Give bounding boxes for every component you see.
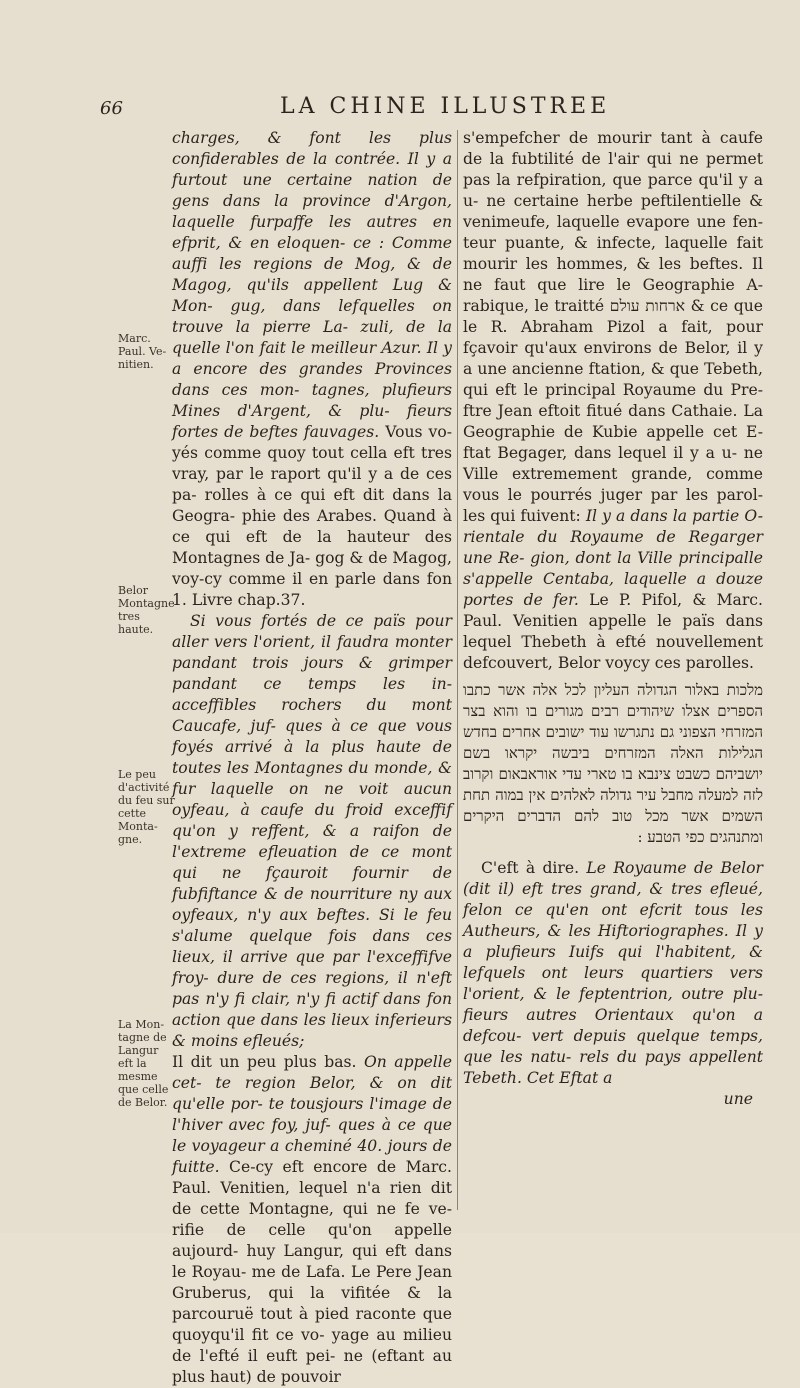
paragraph-text: Il dit un peu plus bas. [172, 1053, 357, 1071]
margin-note-marc-paul: Marc. Paul. Ve- nitien. [118, 332, 167, 371]
paragraph-text: Vous vo- yés comme quoy tout cella eft tres vray, par le raport qu'il y a de ces pa- rolles à ce qui eft dit dans la Geogra- phie des Arabes. Quand à ce qui eft de la hauteur des Montagnes de Ja- gog & de Magog, voy-cy comme il en parle dans fon 1. Livre chap.37. [172, 423, 453, 609]
paragraph-text: Le P. Pifol, & Marc. Paul. Venitien appelle le païs dans lequel Thebeth à efté nouvellement defcouvert, Belor voycy ces parolles. [463, 591, 763, 672]
paragraph-text: On appelle cet- te region Belor, & on dit qu'elle por- te tousjours l'image de l'hiver avec foy, juf- ques à ce que le voyageur a cheminé 40. jours de fuitte. [172, 1053, 452, 1176]
column-rule [457, 130, 458, 1210]
paragraph-text: C'eft à dire. [481, 859, 580, 877]
paragraph-text: s'empefcher de mourir tant à caufe de la fubtilité de l'air qui ne permet pas la refpiration, que parce qu'il y a u- ne certaine herbe peftilentielle & venimeufe, laquelle evapore une fen- teur puante, & infecte, laquelle fait mourir les hommes, & les beftes. Il ne faut que lire le Geographie A- rabique, le traitté ארחות עולם & ce que le R. Abraham Pizol a fait, pour fçavoir qu'aux environs de Belor, il y a une ancienne ftation, & que Tebeth, qui eft le principal Royaume du Pre- ftre Jean eftoit fitué dans Cathaie. La Geographie de Kubie appelle cet E- ftat Begager, dans lequel il y a u- ne Ville extremement grande, comme vous le pourrés juger par les parol- les qui fuivent: [463, 129, 763, 525]
catchword: une [723, 1090, 753, 1108]
left-column [172, 128, 452, 1388]
margin-note-langur: La Mon- tagne de Langur eft la mesme que celle de Belor. [118, 1018, 169, 1109]
margin-note-belor: Belor Montagne tres haute. [118, 584, 175, 636]
hebrew-quote: מלכות באלור הגדולה העליון לכל אלה אשר כתבו הספרים אצלו שיהודים רבים מגורים בו והוא בצר המזרחי הצפוני גם נתגרשו עוד ישובים אחרים בחדש הגלילות האלה המזרחים ביבשה יקראו בשם יושביהם כשבט צינבא בו טארי עדי אוראבאום וקרוב לזה למעלה מחבל עיר גדולה לאלהים אין במוה תחת השמים אשר מכל טוב להם הדברים היקרים ומתנהגים כפי הטבע : [463, 681, 763, 846]
page-header [100, 92, 800, 122]
margin-note-feu: Le peu d'activité du feu sur cette Monta- gne. [118, 768, 175, 846]
paragraph-text: Ce-cy eft encore de Marc. Paul. Venitien, lequel n'a rien dit de cette Montagne, qui ne fe ve- rifie de celle qu'on appelle aujourd- huy Langur, qui eft dans le Royau- me de Lafa. Le Pere Jean Gruberus, qui la vifitée & la parcouruë tout à pied raconte que quoyqu'il fit ce vo- yage au milieu de l'efté il euft pei- ne (eftant au plus haut) de pouvoir [172, 1158, 452, 1386]
paragraph-text: Le Royaume de Belor (dit il) eft tres grand, & tres efleué, felon ce qu'en ont efcrit tous les Autheurs, & les Hiftoriographes. Il y a plufieurs Iuifs qui l'habitent, & lefquels ont leurs quartiers vers l'orient, & le feptentrion, outre plu- fieurs autres Orientaux qu'on a defcou- vert depuis quelque temps, que les natu- rels du pays appellent Tebeth. Cet Eftat a [463, 859, 763, 1087]
quote-paragraph: Si vous fortés de ce païs pour aller vers l'orient, il faudra monter pandant trois jours & grimper pandant ce temps les in- acceffibles rochers du mont Caucafe, juf- ques à ce que vous foyés arrivé à la plus haute de toutes les Montagnes du monde, & fur laquelle on ne voit aucun oyfeau, à caufe du froid exceffif qu'on y reffent, & a raifon de l'extreme efleuation de ce mont qui ne fçauroit fournir de fubfiftance & de nourriture ny aux oyfeaux, n'y aux beftes. Si le feu s'alume quelque fois dans ces lieux, il arrive que par l'exceffifve froy- dure de ces regions, il n'eft pas n'y fi clair, n'y fi actif dans fon action que dans les lieux inferieurs & moins efleués; [172, 612, 452, 1050]
page-number: 66 [100, 98, 123, 119]
right-column [463, 128, 763, 1110]
running-title: LA CHINE ILLUSTREE [280, 94, 611, 119]
paragraph-text: charges, & font les plus confiderables de la contrée. Il y a furtout une certaine nation de gens dans la province d'Argon, laquelle furpaffe les autres en efprit, & en eloquen- ce : Comme auffi les regions de Mog, & de Magog, qu'ils appellent Lug & Mon- gug, dans lefquelles on trouve la pierre La- zuli, de la quelle l'on fait le meilleur Azur. Il y a encore des grandes Provinces dans ces mon- tagnes, plufieurs Mines d'Argent, & plu- fieurs fortes de beftes fauvages. [172, 129, 452, 441]
paragraph-text: Il y a dans la partie O- rientale du Royaume de Regarger une Re- gion, dont la Ville principalle s'appelle Centaba, laquelle a douze portes de fer. [463, 507, 763, 609]
